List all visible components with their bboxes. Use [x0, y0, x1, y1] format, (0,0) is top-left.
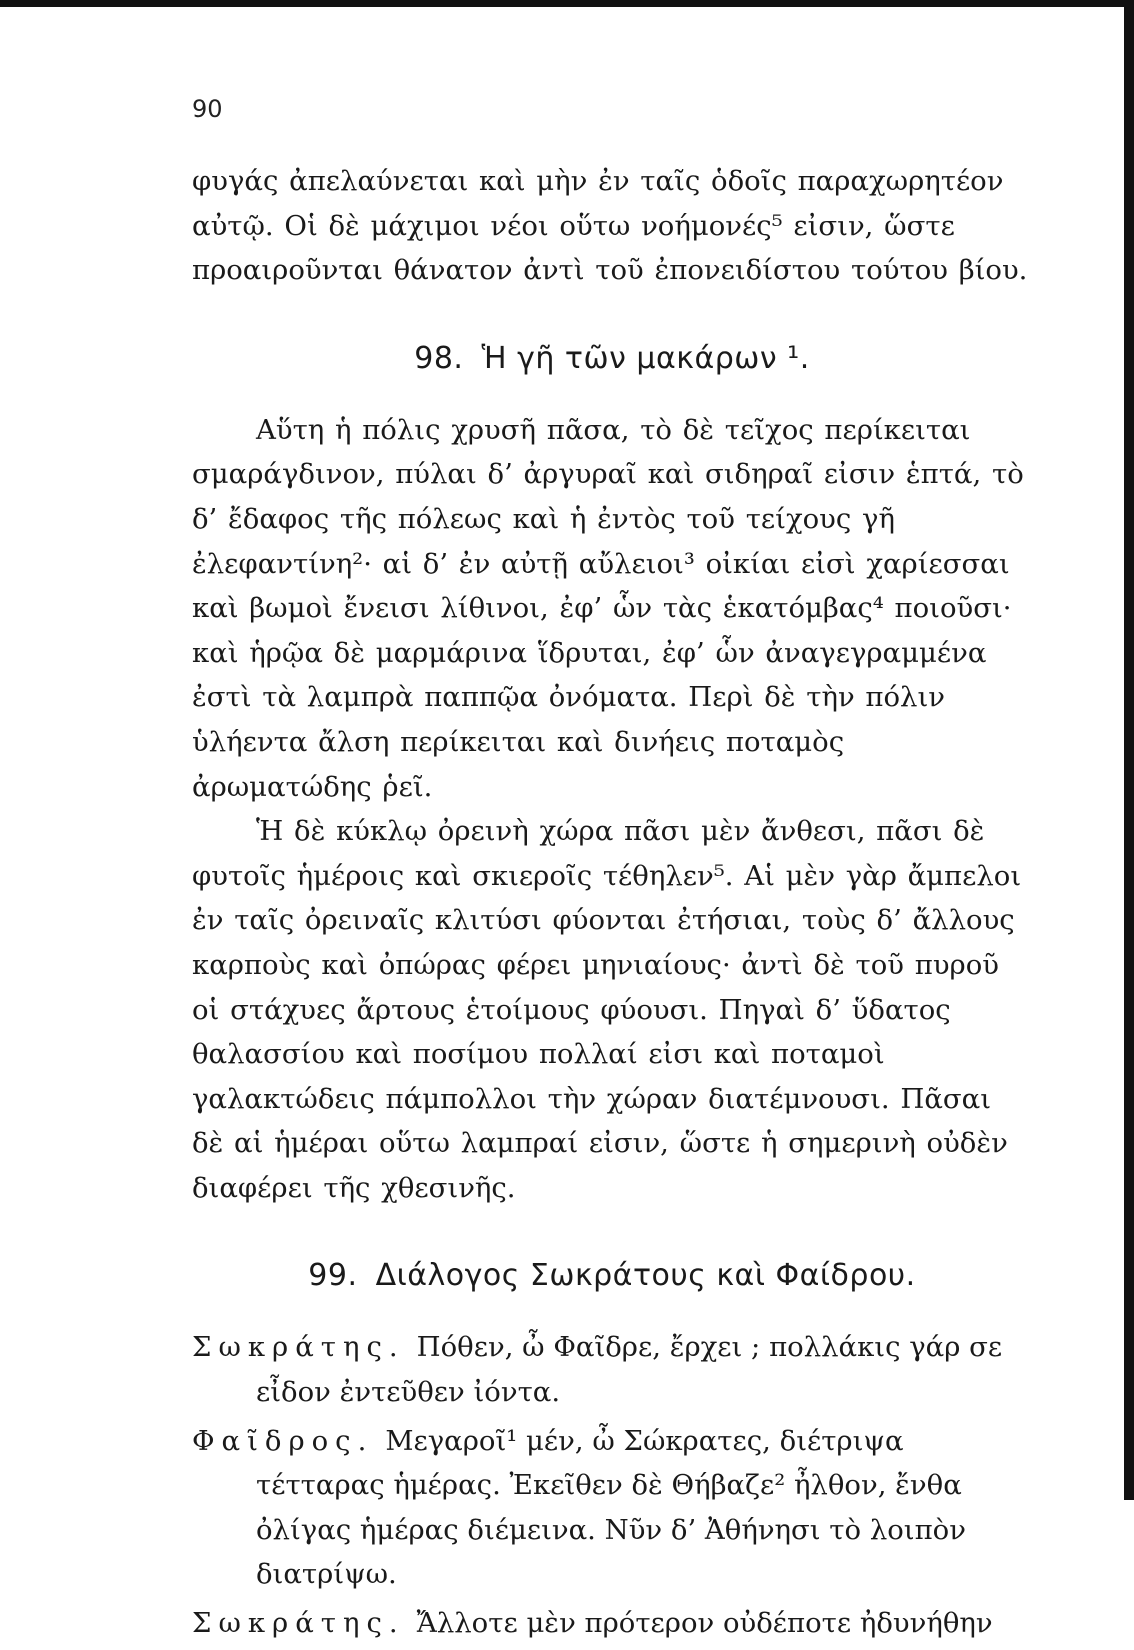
- section-title: Ἡ γῆ τῶν μακάρων ¹.: [481, 340, 810, 376]
- book-page: [192, 95, 1032, 1650]
- section-98-paragraph-1: Αὕτη ἡ πόλις χρυσῆ πᾶσα, τὸ δὲ τεῖχος περίκειται σμαράγδινον, πύλαι δ’ ἀργυραῖ καὶ σιδηραῖ εἰσιν ἑπτά, τὸ δ’ ἔδαφος τῆς πόλεως καὶ ἡ ἐντὸς τοῦ τείχους γῆ ἐλεφαντίνη²· αἱ δ’ ἐν αὐτῇ αὔλειοι³ οἰκίαι εἰσὶ χαρίεσσαι καὶ βωμοὶ ἔνεισι λίθινοι, ἐφ’ ὧν τὰς ἑκατόμβας⁴ ποιοῦσι· καὶ ἡρῷα δὲ μαρμάρινα ἵδρυται, ἐφ’ ὧν ἀναγεγραμμένα ἐστὶ τὰ λαμπρὰ παππῷα ὀνόματα. Περὶ δὲ τὴν πόλιν ὑλήεντα ἄλση περίκειται καὶ δινήεις ποταμὸς ἀρωματώδης ῥεῖ.: [192, 413, 1024, 803]
- speaker-name: Φαῖδρος.: [192, 1424, 374, 1457]
- section-heading-99: [192, 1258, 1032, 1293]
- speaker-name: Σωκράτης.: [192, 1331, 405, 1364]
- section-title: Διάλογος Σωκράτους καὶ Φαίδρου.: [375, 1258, 916, 1294]
- section-number: 99.: [308, 1258, 358, 1294]
- section-heading-98: [192, 341, 1032, 376]
- paragraph-continuation: φυγάς ἀπελαύνεται καὶ μὴν ἐν ταῖς ὁδοῖς παραχωρητέον αὐτῷ. Οἱ δὲ μάχιμοι νέοι οὕτω νοήμονές⁵ εἰσιν, ὥστε προαιροῦνται θάνατον ἀντὶ τοῦ ἐπονειδίστου τούτου βίου.: [192, 165, 1028, 287]
- dialogue-text: Μεγαροῖ¹ μέν, ὦ Σώκρατες, διέτριψα τέτταρας ἡμέρας. Ἐκεῖθεν δὲ Θήβαζε² ἦλθον, ἔνθα ὀλίγας ἡμέρας διέμεινα. Νῦν δ’ Ἀθήνησι τὸ λοιπὸν διατρίψω.: [256, 1424, 966, 1591]
- dialogue-line: [192, 1419, 1032, 1597]
- dialogue-line: [192, 1601, 1032, 1646]
- top-border: [0, 0, 1126, 7]
- speaker-name: Σωκράτης.: [192, 1607, 405, 1640]
- right-border: [1124, 0, 1134, 1500]
- dialogue-text: Πόθεν, ὦ Φαῖδρε, ἔρχει ; πολλάκις γάρ σε εἶδον ἐντεῦθεν ἰόντα.: [256, 1331, 1003, 1409]
- page-number: 90: [192, 95, 223, 123]
- dialogue-line: [192, 1325, 1032, 1414]
- dialogue-text: Ἄλλοτε μὲν πρότερον οὐδέποτε ἠδυνήθην: [416, 1607, 993, 1640]
- section-number: 98.: [414, 340, 464, 376]
- section-98-paragraph-2: Ἡ δὲ κύκλῳ ὀρεινὴ χώρα πᾶσι μὲν ἄνθεσι, πᾶσι δὲ φυτοῖς ἡμέροις καὶ σκιεροῖς τέθηλεν⁵. Αἱ μὲν γὰρ ἄμπελοι ἐν ταῖς ὀρειναῖς κλιτύσι φύονται ἐτήσιαι, τοὺς δ’ ἄλλους καρποὺς καὶ ὀπώρας φέρει μηνιαίους· ἀντὶ δὲ τοῦ πυροῦ οἱ στάχυες ἄρτους ἑτοίμους φύουσι. Πηγαὶ δ’ ὕδατος θαλασσίου καὶ ποσίμου πολλαί εἰσι καὶ ποταμοὶ γαλακτώδεις πάμπολλοι τὴν χώραν διατέμνουσι. Πᾶσαι δὲ αἱ ἡμέραι οὕτω λαμπραί εἰσιν, ὥστε ἡ σημερινὴ οὐδὲν διαφέρει τῆς χθεσινῆς.: [192, 815, 1022, 1204]
